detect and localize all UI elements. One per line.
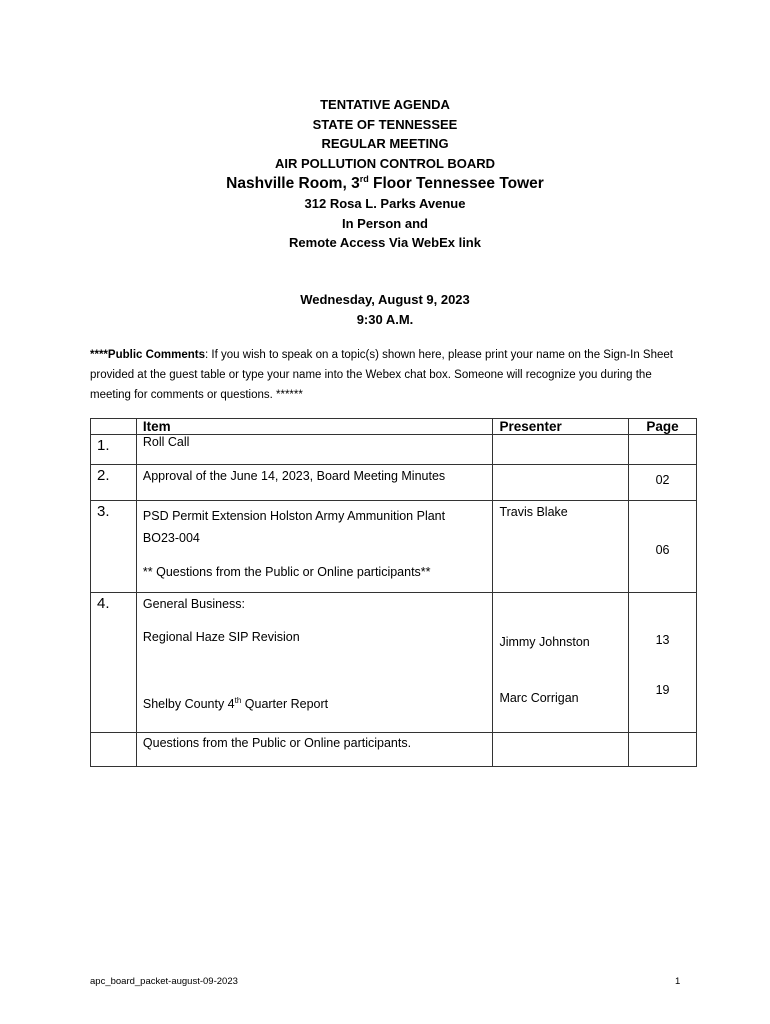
row-item: Approval of the June 14, 2023, Board Meeting Minutes	[136, 465, 493, 501]
table-row	[91, 465, 697, 501]
footer-page-number: 1	[675, 976, 681, 987]
row-page	[629, 593, 697, 733]
table-row	[91, 593, 697, 733]
meeting-time: 9:30 A.M.	[356, 311, 414, 327]
header-mode-remote: Remote Access Via WebEx link	[289, 235, 481, 250]
page-13: 13	[655, 633, 670, 647]
row-page	[629, 435, 697, 465]
row-item	[136, 501, 493, 593]
row-number: 4.	[91, 593, 137, 733]
table-row	[91, 435, 697, 465]
notice-stars: ****	[90, 349, 108, 361]
item-questions: ** Questions from the Public or Online participants**	[142, 565, 431, 579]
public-comments-notice	[90, 345, 690, 405]
row-number: 3.	[91, 501, 137, 593]
meeting-date: Wednesday, August 9, 2023	[300, 292, 470, 307]
row-page	[629, 733, 697, 767]
row-page: 06	[629, 501, 697, 593]
item-permit-id: BO23-004	[142, 531, 200, 545]
presenter-marc: Marc Corrigan	[499, 691, 579, 705]
notice-text: : If you wish to speak on a topic(s) shown here, please print your name on the Sign-In Sheet provided at the guest table or type your name into the Webex chat box. Someone will recognize you during the meeting for comments or questions. ******	[90, 349, 673, 401]
table-header-row	[91, 419, 697, 435]
header-num	[91, 419, 137, 435]
item-general-business: General Business:	[142, 597, 246, 611]
row-page: 02	[629, 465, 697, 501]
row-number: 2.	[91, 465, 137, 501]
header-presenter: Presenter	[493, 419, 629, 435]
row-presenter: Travis Blake	[493, 501, 629, 593]
row-number: 1.	[91, 435, 137, 465]
row-item: Roll Call	[136, 435, 493, 465]
notice-label: Public Comments	[107, 349, 206, 361]
header-item: Item	[136, 419, 493, 435]
item-shelby-county: Shelby County 4th Quarter Report	[142, 695, 329, 711]
row-number	[91, 733, 137, 767]
item-title: PSD Permit Extension Holston Army Ammunition Plant	[142, 509, 446, 523]
footer-filename: apc_board_packet-august-09-2023	[90, 976, 238, 987]
table-row	[91, 733, 697, 767]
header-location: Nashville Room, 3rd Floor Tennessee Tower	[226, 173, 544, 192]
agenda-table	[90, 418, 697, 767]
row-presenter	[493, 435, 629, 465]
header-meeting-type: REGULAR MEETING	[321, 136, 449, 151]
header-address: 312 Rosa L. Parks Avenue	[304, 196, 466, 211]
page-19: 19	[655, 683, 670, 697]
header-board: AIR POLLUTION CONTROL BOARD	[274, 155, 496, 171]
header-page: Page	[629, 419, 697, 435]
row-presenter	[493, 733, 629, 767]
header-title: TENTATIVE AGENDA	[320, 97, 450, 112]
row-item: Questions from the Public or Online participants.	[136, 733, 493, 767]
header-mode-in-person: In Person and	[342, 215, 428, 231]
row-presenter	[493, 465, 629, 501]
presenter-jimmy: Jimmy Johnston	[499, 635, 590, 649]
table-row	[91, 501, 697, 593]
item-regional-haze: Regional Haze SIP Revision	[142, 630, 300, 644]
row-item	[136, 593, 493, 733]
meeting-date-block	[0, 290, 770, 329]
header-state: STATE OF TENNESSEE	[312, 116, 458, 132]
row-presenter	[493, 593, 629, 733]
agenda-header	[0, 95, 770, 253]
